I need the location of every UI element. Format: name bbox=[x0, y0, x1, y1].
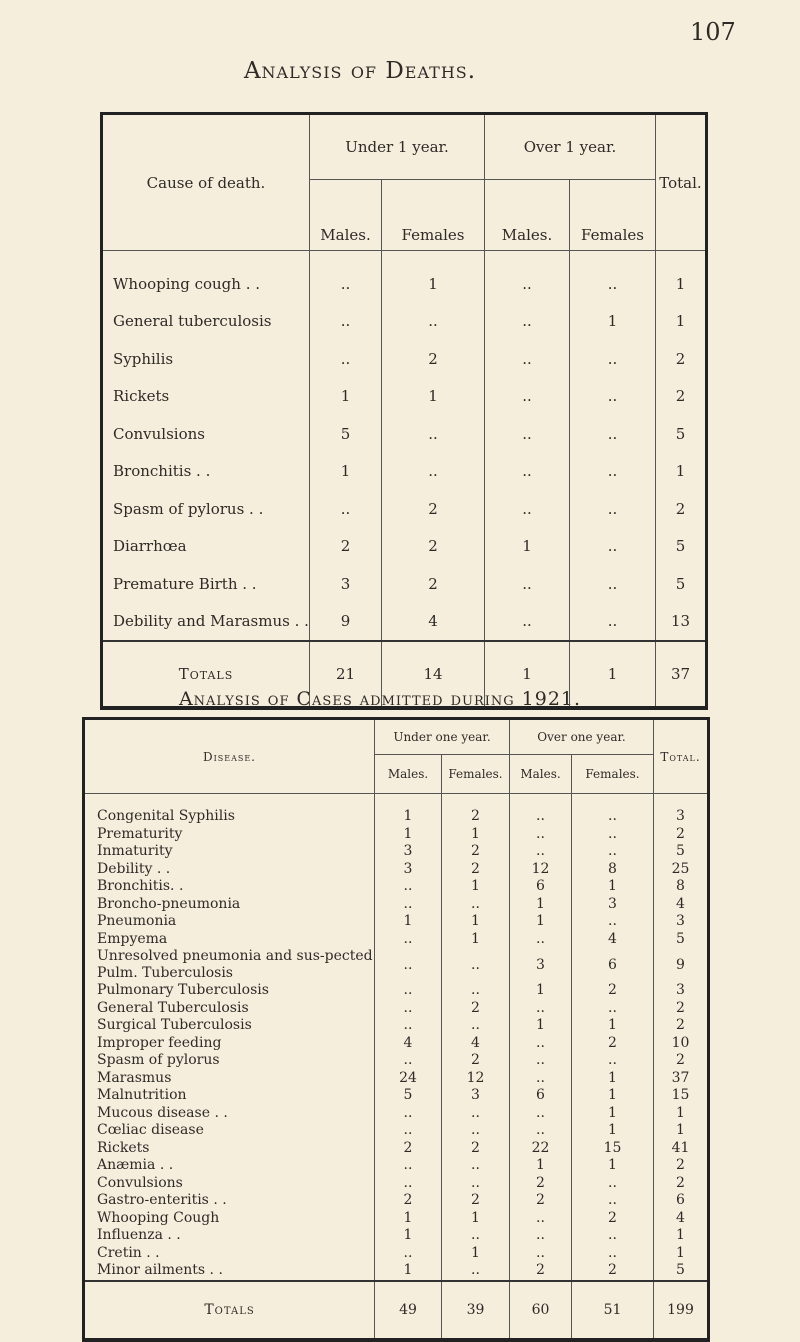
table-row bbox=[84, 1262, 709, 1281]
row-value: .. bbox=[572, 1227, 654, 1245]
row-value: 2 bbox=[442, 843, 510, 861]
row-value: 1 bbox=[654, 1122, 709, 1140]
table-row bbox=[102, 453, 707, 491]
deaths-title: Analysis of Deaths. bbox=[243, 58, 477, 84]
row-value: 13 bbox=[656, 603, 707, 642]
row-value: 1 bbox=[654, 1227, 709, 1245]
row-value: .. bbox=[572, 913, 654, 931]
row-value: 1 bbox=[382, 251, 485, 303]
row-cause: Marasmus bbox=[97, 1069, 172, 1086]
row-cause: Bronchitis. . bbox=[97, 878, 184, 895]
row-value: 2 bbox=[442, 861, 510, 879]
header-females: Females. bbox=[572, 755, 654, 794]
table-row bbox=[84, 1192, 709, 1210]
row-value: .. bbox=[382, 415, 485, 453]
row-cause: Broncho-pneumonia bbox=[97, 895, 241, 912]
row-value: 1 bbox=[572, 1157, 654, 1175]
row-value: 5 bbox=[654, 843, 709, 861]
row-value: 1 bbox=[375, 794, 442, 826]
table-row bbox=[84, 878, 709, 896]
row-value: 3 bbox=[654, 794, 709, 826]
row-value: .. bbox=[375, 878, 442, 896]
table-row bbox=[84, 1157, 709, 1175]
row-value: .. bbox=[570, 415, 656, 453]
table-row bbox=[84, 1000, 709, 1018]
row-value: .. bbox=[510, 1105, 572, 1123]
row-value: 12 bbox=[442, 1070, 510, 1088]
row-value: 3 bbox=[654, 982, 709, 1000]
row-value: 3 bbox=[375, 843, 442, 861]
row-cause: Mucous disease . . bbox=[97, 1104, 228, 1121]
header-over-1-year: Over one year. bbox=[510, 719, 654, 755]
row-cause: Malnutrition bbox=[97, 1087, 187, 1104]
table-row bbox=[84, 826, 709, 844]
row-value: .. bbox=[572, 1175, 654, 1193]
row-value: .. bbox=[442, 1017, 510, 1035]
row-value: .. bbox=[375, 896, 442, 914]
row-cause: Cretin . . bbox=[97, 1244, 160, 1261]
row-value: .. bbox=[572, 1245, 654, 1263]
table-row bbox=[84, 1245, 709, 1263]
row-cause: Empyema bbox=[97, 930, 168, 947]
row-value: .. bbox=[442, 982, 510, 1000]
row-value: .. bbox=[442, 1262, 510, 1281]
row-value: .. bbox=[310, 303, 382, 341]
table-row bbox=[84, 1052, 709, 1070]
row-cause: Surgical Tuberculosis bbox=[97, 1017, 252, 1034]
row-value: 4 bbox=[572, 931, 654, 949]
row-value: 2 bbox=[442, 1192, 510, 1210]
row-value: .. bbox=[570, 251, 656, 303]
totals-value: 39 bbox=[442, 1281, 510, 1340]
row-value: 2 bbox=[382, 490, 485, 528]
row-value: 1 bbox=[510, 1017, 572, 1035]
row-cause: Gastro-enteritis . . bbox=[97, 1192, 227, 1209]
row-value: 1 bbox=[572, 1087, 654, 1105]
row-value: .. bbox=[442, 896, 510, 914]
row-value: 4 bbox=[442, 1035, 510, 1053]
row-cause: Whooping Cough bbox=[97, 1209, 220, 1226]
row-value: 1 bbox=[656, 251, 707, 303]
row-cause: Convulsions bbox=[113, 424, 205, 443]
row-value: 1 bbox=[656, 453, 707, 491]
row-value: .. bbox=[485, 565, 570, 603]
row-value: .. bbox=[310, 251, 382, 303]
table-row bbox=[102, 490, 707, 528]
row-value: 1 bbox=[656, 303, 707, 341]
row-value: 2 bbox=[572, 1035, 654, 1053]
row-value: .. bbox=[375, 1105, 442, 1123]
row-value: .. bbox=[510, 1227, 572, 1245]
table-row bbox=[84, 1035, 709, 1053]
row-value: .. bbox=[375, 931, 442, 949]
row-value: 2 bbox=[656, 340, 707, 378]
row-value: 6 bbox=[572, 948, 654, 982]
row-value: 2 bbox=[442, 1140, 510, 1158]
row-cause: Pulmonary Tuberculosis bbox=[97, 982, 269, 999]
row-cause: Pneumonia bbox=[97, 913, 177, 930]
row-value: 4 bbox=[382, 603, 485, 642]
row-cause: Bronchitis . . bbox=[113, 462, 211, 481]
totals-label: Totals bbox=[102, 641, 310, 708]
row-value: 1 bbox=[572, 1070, 654, 1088]
row-value: 2 bbox=[442, 794, 510, 826]
header-males: Males. bbox=[375, 755, 442, 794]
row-value: 1 bbox=[485, 528, 570, 566]
row-value: 25 bbox=[654, 861, 709, 879]
row-value: .. bbox=[570, 603, 656, 642]
table-row bbox=[84, 913, 709, 931]
row-value: 2 bbox=[654, 826, 709, 844]
row-value: .. bbox=[442, 948, 510, 982]
row-cause: Congenital Syphilis bbox=[97, 808, 235, 825]
row-value: 2 bbox=[510, 1262, 572, 1281]
row-value: 1 bbox=[375, 913, 442, 931]
row-value: 1 bbox=[442, 826, 510, 844]
row-value: .. bbox=[375, 1000, 442, 1018]
table-row bbox=[102, 528, 707, 566]
row-cause: Debility . . bbox=[97, 860, 171, 877]
row-value: 5 bbox=[656, 415, 707, 453]
row-cause: Rickets bbox=[97, 1139, 150, 1156]
header-under-1-year: Under one year. bbox=[375, 719, 510, 755]
row-cause: Prematurity bbox=[97, 825, 183, 842]
row-cause: Anæmia . . bbox=[97, 1157, 174, 1174]
row-value: 1 bbox=[375, 1210, 442, 1228]
table-row bbox=[102, 378, 707, 416]
row-value: .. bbox=[570, 528, 656, 566]
row-cause: Debility and Marasmus . . bbox=[113, 612, 309, 631]
row-value: 2 bbox=[654, 1017, 709, 1035]
row-value: .. bbox=[570, 490, 656, 528]
row-value: 2 bbox=[656, 378, 707, 416]
table-row bbox=[84, 931, 709, 949]
table-row bbox=[102, 565, 707, 603]
table-row bbox=[84, 1210, 709, 1228]
row-value: 3 bbox=[375, 861, 442, 879]
row-value: 2 bbox=[442, 1052, 510, 1070]
row-value: 1 bbox=[375, 1262, 442, 1281]
table-row bbox=[102, 415, 707, 453]
row-value: .. bbox=[382, 303, 485, 341]
row-value: .. bbox=[485, 603, 570, 642]
row-value: .. bbox=[572, 794, 654, 826]
header-males: Males. bbox=[510, 755, 572, 794]
row-value: .. bbox=[570, 378, 656, 416]
row-value: .. bbox=[572, 1000, 654, 1018]
row-value: 1 bbox=[310, 378, 382, 416]
table-row bbox=[102, 251, 707, 303]
page-number: 107 bbox=[690, 18, 736, 46]
row-value: .. bbox=[485, 453, 570, 491]
row-value: 1 bbox=[510, 1157, 572, 1175]
row-value: 2 bbox=[572, 1262, 654, 1281]
row-cause: Influenza . . bbox=[97, 1227, 181, 1244]
totals-value: 14 bbox=[382, 641, 485, 708]
row-cause: Inmaturity bbox=[97, 843, 173, 860]
row-value: 12 bbox=[510, 861, 572, 879]
row-value: 1 bbox=[572, 1017, 654, 1035]
row-cause: Minor ailments . . bbox=[97, 1262, 223, 1279]
row-value: .. bbox=[375, 1122, 442, 1140]
row-value: .. bbox=[570, 453, 656, 491]
row-value: 1 bbox=[442, 913, 510, 931]
header-cause: Disease. bbox=[202, 749, 256, 764]
row-value: .. bbox=[382, 453, 485, 491]
row-value: 8 bbox=[572, 861, 654, 879]
header-females: Females bbox=[570, 180, 656, 251]
totals-value: 49 bbox=[375, 1281, 442, 1340]
header-total: Total. bbox=[656, 114, 707, 251]
row-value: 3 bbox=[310, 565, 382, 603]
row-value: 1 bbox=[510, 913, 572, 931]
row-value: 6 bbox=[510, 1087, 572, 1105]
row-value: .. bbox=[485, 490, 570, 528]
row-value: 1 bbox=[572, 1105, 654, 1123]
row-value: 2 bbox=[510, 1175, 572, 1193]
row-value: .. bbox=[510, 1070, 572, 1088]
row-value: 1 bbox=[382, 378, 485, 416]
row-cause: Spasm of pylorus . . bbox=[113, 499, 264, 518]
row-cause: Spasm of pylorus bbox=[97, 1052, 220, 1069]
row-value: 5 bbox=[654, 1262, 709, 1281]
row-value: 1 bbox=[442, 931, 510, 949]
row-value: 2 bbox=[656, 490, 707, 528]
row-value: 2 bbox=[382, 340, 485, 378]
totals-value: 51 bbox=[572, 1281, 654, 1340]
row-value: 3 bbox=[510, 948, 572, 982]
row-value: .. bbox=[442, 1227, 510, 1245]
totals-row bbox=[102, 641, 707, 708]
header-over-1-year: Over 1 year. bbox=[485, 114, 656, 180]
cases-table bbox=[82, 717, 710, 1342]
row-value: 2 bbox=[442, 1000, 510, 1018]
row-value: 1 bbox=[654, 1245, 709, 1263]
header-males: Males. bbox=[485, 180, 570, 251]
row-value: 5 bbox=[656, 565, 707, 603]
row-value: 2 bbox=[654, 1175, 709, 1193]
row-value: 1 bbox=[442, 878, 510, 896]
row-value: .. bbox=[442, 1157, 510, 1175]
row-value: .. bbox=[442, 1175, 510, 1193]
row-value: 6 bbox=[654, 1192, 709, 1210]
row-value: .. bbox=[375, 982, 442, 1000]
totals-value: 1 bbox=[570, 641, 656, 708]
table-row bbox=[84, 1017, 709, 1035]
table-row bbox=[102, 603, 707, 642]
row-value: 1 bbox=[510, 896, 572, 914]
row-value: .. bbox=[485, 251, 570, 303]
totals-value: 60 bbox=[510, 1281, 572, 1340]
row-value: .. bbox=[442, 1105, 510, 1123]
row-value: 4 bbox=[375, 1035, 442, 1053]
row-cause: Syphilis bbox=[113, 349, 174, 368]
row-value: 2 bbox=[310, 528, 382, 566]
row-value: 2 bbox=[375, 1192, 442, 1210]
row-cause: Whooping cough . . bbox=[113, 274, 260, 293]
header-cause: Cause of death. bbox=[146, 173, 266, 192]
row-value: .. bbox=[375, 948, 442, 982]
row-value: 3 bbox=[572, 896, 654, 914]
table-row bbox=[102, 303, 707, 341]
row-value: .. bbox=[510, 1245, 572, 1263]
totals-row bbox=[84, 1281, 709, 1340]
row-cause: Rickets bbox=[113, 387, 170, 406]
row-value: 2 bbox=[375, 1140, 442, 1158]
row-value: .. bbox=[572, 843, 654, 861]
row-value: 5 bbox=[375, 1087, 442, 1105]
deaths-table bbox=[100, 112, 708, 710]
row-value: 15 bbox=[654, 1087, 709, 1105]
row-value: 2 bbox=[654, 1157, 709, 1175]
row-value: .. bbox=[485, 340, 570, 378]
header-females: Females. bbox=[442, 755, 510, 794]
table-row bbox=[84, 1175, 709, 1193]
row-value: .. bbox=[572, 826, 654, 844]
row-value: 24 bbox=[375, 1070, 442, 1088]
table-row bbox=[84, 1140, 709, 1158]
row-value: 10 bbox=[654, 1035, 709, 1053]
row-cause: Cœliac disease bbox=[97, 1122, 204, 1139]
table-row bbox=[84, 948, 709, 982]
row-cause: Improper feeding bbox=[97, 1034, 222, 1051]
row-value: .. bbox=[375, 1052, 442, 1070]
table-row bbox=[84, 1122, 709, 1140]
header-total: Total. bbox=[654, 719, 709, 794]
row-value: 2 bbox=[654, 1052, 709, 1070]
table-row bbox=[84, 1105, 709, 1123]
row-value: .. bbox=[310, 490, 382, 528]
row-value: .. bbox=[572, 1052, 654, 1070]
row-value: 3 bbox=[442, 1087, 510, 1105]
row-value: 15 bbox=[572, 1140, 654, 1158]
row-cause: General tuberculosis bbox=[113, 312, 272, 331]
row-value: 1 bbox=[510, 982, 572, 1000]
row-cause: General Tuberculosis bbox=[97, 999, 249, 1016]
row-value: 2 bbox=[382, 565, 485, 603]
row-value: 1 bbox=[310, 453, 382, 491]
row-value: 1 bbox=[442, 1245, 510, 1263]
row-value: 37 bbox=[654, 1070, 709, 1088]
row-value: 2 bbox=[572, 982, 654, 1000]
row-value: .. bbox=[510, 1210, 572, 1228]
totals-label: Totals bbox=[84, 1281, 375, 1340]
row-value: 2 bbox=[654, 1000, 709, 1018]
row-value: 1 bbox=[375, 826, 442, 844]
row-value: .. bbox=[572, 1192, 654, 1210]
row-value: 5 bbox=[310, 415, 382, 453]
row-value: 4 bbox=[654, 896, 709, 914]
row-value: .. bbox=[510, 1122, 572, 1140]
table-row bbox=[84, 843, 709, 861]
cases-title: Analysis of Cases admitted during 1921. bbox=[178, 688, 582, 710]
totals-value: 199 bbox=[654, 1281, 709, 1340]
table-row bbox=[84, 861, 709, 879]
table-row bbox=[84, 1087, 709, 1105]
row-value: .. bbox=[510, 826, 572, 844]
row-value: .. bbox=[510, 843, 572, 861]
row-value: 1 bbox=[572, 1122, 654, 1140]
row-value: .. bbox=[510, 1000, 572, 1018]
row-value: .. bbox=[375, 1245, 442, 1263]
table-row bbox=[84, 794, 709, 826]
row-value: .. bbox=[570, 565, 656, 603]
row-value: 2 bbox=[572, 1210, 654, 1228]
row-value: .. bbox=[375, 1017, 442, 1035]
row-value: .. bbox=[570, 340, 656, 378]
row-value: .. bbox=[485, 378, 570, 416]
row-value: 1 bbox=[570, 303, 656, 341]
row-value: 9 bbox=[654, 948, 709, 982]
row-value: 5 bbox=[656, 528, 707, 566]
row-cause: Convulsions bbox=[97, 1174, 183, 1191]
row-value: 8 bbox=[654, 878, 709, 896]
row-value: .. bbox=[510, 1035, 572, 1053]
totals-value: 1 bbox=[485, 641, 570, 708]
row-value: 1 bbox=[654, 1105, 709, 1123]
row-value: 5 bbox=[654, 931, 709, 949]
row-value: 22 bbox=[510, 1140, 572, 1158]
totals-value: 21 bbox=[310, 641, 382, 708]
header-females: Females bbox=[382, 180, 485, 251]
row-value: .. bbox=[375, 1157, 442, 1175]
row-cause: Unresolved pneumonia and sus-pected Pulm. Tuberculosis bbox=[97, 948, 373, 981]
header-under-1-year: Under 1 year. bbox=[310, 114, 485, 180]
row-value: 2 bbox=[510, 1192, 572, 1210]
row-cause: Premature Birth . . bbox=[113, 574, 257, 593]
row-value: .. bbox=[375, 1175, 442, 1193]
row-value: .. bbox=[310, 340, 382, 378]
row-value: 4 bbox=[654, 1210, 709, 1228]
table-row bbox=[84, 1227, 709, 1245]
row-value: .. bbox=[485, 303, 570, 341]
table-row bbox=[102, 340, 707, 378]
row-value: .. bbox=[442, 1122, 510, 1140]
row-value: 41 bbox=[654, 1140, 709, 1158]
table-row bbox=[84, 896, 709, 914]
table-row bbox=[84, 1070, 709, 1088]
row-value: .. bbox=[510, 931, 572, 949]
row-value: 3 bbox=[654, 913, 709, 931]
row-value: .. bbox=[510, 794, 572, 826]
row-value: .. bbox=[510, 1052, 572, 1070]
totals-value: 37 bbox=[656, 641, 707, 708]
row-value: 1 bbox=[572, 878, 654, 896]
header-males: Males. bbox=[310, 180, 382, 251]
table-row bbox=[84, 982, 709, 1000]
row-value: 1 bbox=[375, 1227, 442, 1245]
row-value: 6 bbox=[510, 878, 572, 896]
row-value: 2 bbox=[382, 528, 485, 566]
row-value: .. bbox=[485, 415, 570, 453]
row-value: 9 bbox=[310, 603, 382, 642]
row-cause: Diarrhœa bbox=[113, 537, 187, 556]
row-value: 1 bbox=[442, 1210, 510, 1228]
